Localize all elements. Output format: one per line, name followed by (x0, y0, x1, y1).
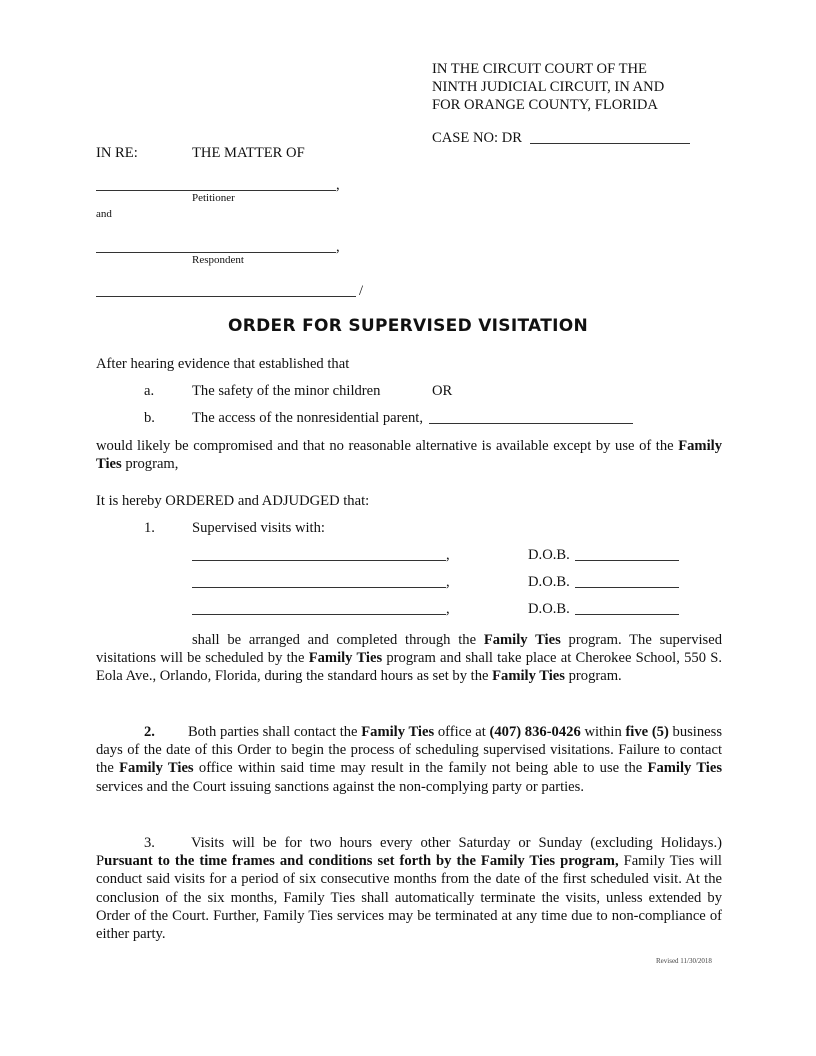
document-title: ORDER FOR SUPERVISED VISITATION (228, 316, 588, 336)
child-name-field-1[interactable]: , (192, 548, 450, 563)
child-name-field-2[interactable]: , (192, 575, 450, 590)
child-name-input[interactable] (192, 586, 446, 588)
matter-of-label: THE MATTER OF (192, 145, 305, 161)
in-re-label: IN RE: (96, 145, 138, 161)
child-dob-input[interactable] (575, 559, 679, 561)
court-name-line1: IN THE CIRCUIT COURT OF THE (432, 61, 647, 77)
order-item1-paragraph: shall be arranged and completed through the Family Ties program. The supervised visitations will be scheduled by the Family Ties program and shall take place at Cherokee School, 550 S. Eola Ave., Orlando, Florida, during the standard hours as set by the Family Ties program. (96, 632, 722, 685)
petitioner-label: Petitioner (192, 192, 235, 204)
and-label: and (96, 208, 112, 220)
petitioner-field[interactable]: , (96, 178, 340, 193)
child-dob-field-1[interactable] (528, 548, 679, 563)
finding-b-marker: b. (144, 410, 155, 426)
case-number-input[interactable] (530, 142, 690, 144)
finding-b-field[interactable] (192, 411, 633, 426)
phone-number: (407) 836-0426 (489, 724, 581, 740)
nonresidential-parent-input[interactable] (429, 422, 633, 424)
order-item2-marker: 2. (144, 724, 155, 740)
case-number-label: CASE NO: DR (432, 130, 523, 146)
finding-a-text: The safety of the minor children (192, 383, 381, 399)
finding-b-text: The access of the nonresidential parent, (192, 410, 423, 426)
child-dob-field-3[interactable] (528, 602, 679, 617)
caption-slash: / (359, 283, 364, 299)
court-name-line2: NINTH JUDICIAL CIRCUIT, IN AND (432, 79, 665, 95)
respondent-input[interactable] (96, 251, 336, 253)
child-dob-input[interactable] (575, 613, 679, 615)
order-item1-label: Supervised visits with: (192, 520, 325, 536)
petitioner-input[interactable] (96, 189, 336, 191)
child-name-input[interactable] (192, 613, 446, 615)
order-intro: It is hereby ORDERED and ADJUDGED that: (96, 493, 370, 509)
caption-closing-line (96, 284, 363, 299)
child-dob-field-2[interactable] (528, 575, 679, 590)
order-item2-paragraph: 2. Both parties shall contact the Family Ties office at (407) 836-0426 within five (5) business days of the date of this Order to begin the process of scheduling supervised visitations. Failure to contact the Family Ties office within said time may result in the family not being able to use the Family Ties services and the Court issuing sanctions against the non-complying party or parties. (96, 724, 723, 795)
program-name: Family Ties (96, 438, 722, 473)
dob-label: D.O.B. (528, 547, 570, 563)
court-name-line3: FOR ORANGE COUNTY, FLORIDA (432, 97, 658, 113)
revision-date: Revised 11/30/2018 (656, 957, 712, 965)
respondent-label: Respondent (192, 254, 244, 266)
order-item3-marker: 3. (144, 835, 155, 851)
child-dob-input[interactable] (575, 586, 679, 588)
order-item1-marker: 1. (144, 520, 155, 536)
order-item3-paragraph: 3. Visits will be for two hours every other Saturday or Sunday (excluding Holidays.) Pursuant to the time frames and conditions set forth by the Family Ties program, Family Ties will conduct said visits for a period of six consecutive months from the date of the first scheduled visit. At the conclusion of the six months, Family Ties shall automatically terminate the visits, unless extended by Order of the Court. Further, Family Ties services may be terminated at any time due to non-compliance of either party. (96, 835, 722, 943)
dob-label: D.O.B. (528, 574, 570, 590)
child-name-input[interactable] (192, 559, 446, 561)
dob-label: D.O.B. (528, 601, 570, 617)
finding-a-or: OR (432, 383, 453, 399)
child-name-field-3[interactable]: , (192, 602, 450, 617)
respondent-field[interactable]: , (96, 240, 340, 255)
findings-intro: After hearing evidence that established that (96, 356, 350, 372)
finding-a-marker: a. (144, 383, 155, 399)
case-number-field[interactable] (432, 131, 690, 146)
findings-conclusion: would likely be compromised and that no reasonable alternative is available except by use of the Family Ties program, (96, 438, 722, 473)
